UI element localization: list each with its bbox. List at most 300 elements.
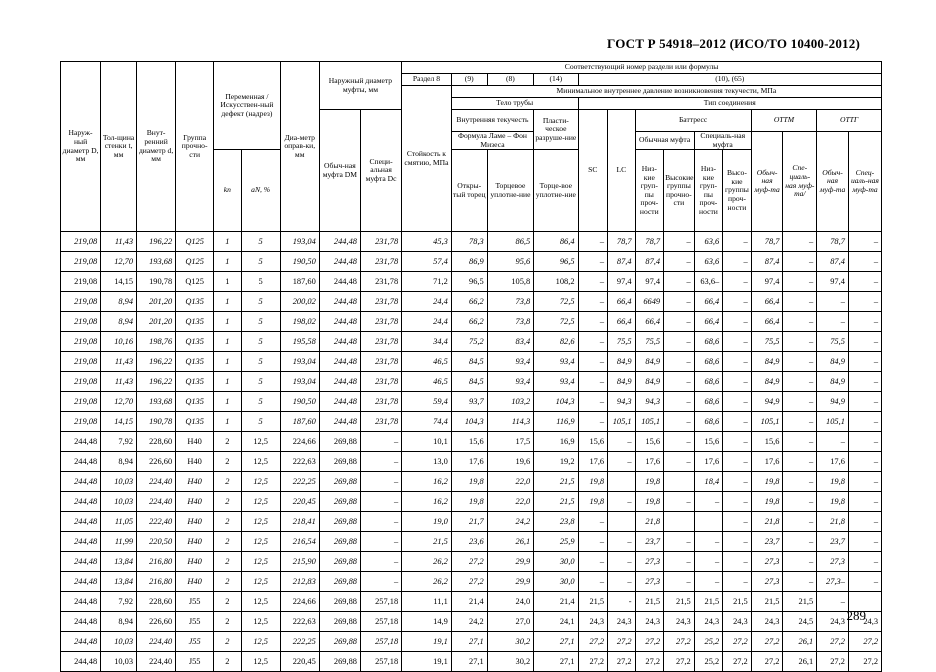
table-cell: 1 [214, 272, 241, 292]
table-cell: 17,6 [751, 452, 783, 472]
table-cell: 231,78 [360, 352, 401, 372]
table-cell: – [664, 552, 695, 572]
table-cell: 24,3 [694, 612, 723, 632]
table-cell: – [723, 432, 752, 452]
table-cell: 220,45 [280, 652, 319, 672]
table-cell: 19,1 [402, 632, 452, 652]
table-cell: 94,3 [635, 392, 664, 412]
table-cell: – [783, 252, 817, 272]
table-cell: 34,4 [402, 332, 452, 352]
table-cell: 78,7 [608, 232, 635, 252]
table-cell: 57,4 [402, 252, 452, 272]
table-cell: 24,3 [751, 612, 783, 632]
table-cell: 17,6 [635, 452, 664, 472]
col-ottg-normal: Обыч-ная муф-та [817, 132, 849, 232]
table-cell: 27,2 [608, 632, 635, 652]
table-cell: 105,8 [487, 272, 533, 292]
table-cell: H40 [176, 552, 214, 572]
table-cell: 24,2 [487, 512, 533, 532]
table-cell: 224,66 [280, 432, 319, 452]
table-cell: – [664, 272, 695, 292]
table-cell: 84,9 [751, 372, 783, 392]
table-cell: 84,9 [751, 352, 783, 372]
table-cell: 7,92 [101, 432, 137, 452]
table-cell: 84,9 [608, 372, 635, 392]
table-cell: – [664, 452, 695, 472]
table-cell: 21,4 [534, 592, 578, 612]
table-cell: 27,2 [451, 572, 487, 592]
table-cell: 193,04 [280, 232, 319, 252]
table-cell: – [848, 512, 881, 532]
table-cell: 222,63 [280, 612, 319, 632]
table-cell: 269,88 [319, 652, 360, 672]
table-cell: 216,80 [137, 572, 176, 592]
table-cell: 105,1 [608, 412, 635, 432]
table-cell: – [848, 472, 881, 492]
table-cell: 23,7 [817, 532, 849, 552]
pipe-body-header: Тело трубы [451, 98, 578, 110]
table-cell: 224,40 [137, 472, 176, 492]
table-cell: – [694, 492, 723, 512]
table-cell: J55 [176, 632, 214, 652]
table-cell: 15,6 [578, 432, 608, 452]
table-cell: H40 [176, 432, 214, 452]
table-cell: 95,6 [487, 252, 533, 272]
table-cell: 244,48 [319, 312, 360, 332]
table-cell: 68,6 [694, 332, 723, 352]
table-cell: 27,2 [608, 652, 635, 672]
table-cell: 8,94 [101, 312, 137, 332]
table-cell: 228,60 [137, 432, 176, 452]
table-cell: – [723, 352, 752, 372]
table-cell: 2 [214, 572, 241, 592]
table-cell: 198,76 [137, 332, 176, 352]
table-cell: 200,02 [280, 292, 319, 312]
table-cell: 27,3 [635, 552, 664, 572]
table-cell: 97,4 [751, 272, 783, 292]
table-cell: 27,2 [451, 552, 487, 572]
table-cell: 2 [214, 632, 241, 652]
table-cell: – [848, 412, 881, 432]
table-cell: 193,04 [280, 372, 319, 392]
table-cell: 1 [214, 332, 241, 352]
table-cell: 5 [241, 372, 280, 392]
table-cell: 24,3 [635, 612, 664, 632]
table-cell: 2 [214, 512, 241, 532]
col-wall-thickness: Тол-щина стенки t, мм [101, 62, 137, 232]
table-cell: – [783, 352, 817, 372]
table-cell: – [848, 552, 881, 572]
table-cell: 15,6 [451, 432, 487, 452]
table-cell: 1 [214, 232, 241, 252]
table-cell: 87,4 [635, 252, 664, 272]
table-cell: Q125 [176, 252, 214, 272]
table-cell: – [723, 572, 752, 592]
table-cell: – [783, 372, 817, 392]
table-cell: 66,4 [635, 312, 664, 332]
table-cell: 219,08 [61, 232, 101, 252]
table-cell: Q135 [176, 392, 214, 412]
table-cell: 26,1 [783, 652, 817, 672]
table-cell: 30,0 [534, 572, 578, 592]
inner-yield-header: Внутренняя текучесть [451, 110, 533, 132]
table-cell: – [578, 292, 608, 312]
col-end-seal-plastic: Торце-вое уплотне-ние [534, 150, 578, 232]
table-cell: 269,88 [319, 452, 360, 472]
table-cell: 63,6 [694, 232, 723, 252]
col-sc: SC [578, 110, 608, 232]
table-cell: – [848, 492, 881, 512]
table-row [61, 512, 882, 532]
table-cell: 224,40 [137, 632, 176, 652]
table-row [61, 492, 882, 512]
table-cell: 244,48 [319, 252, 360, 272]
table-cell: 86,9 [451, 252, 487, 272]
col-kn: kn [214, 150, 241, 232]
table-cell: 244,48 [61, 432, 101, 452]
col-ottm-special: Спе-циаль-ная муф-та/ [783, 132, 817, 232]
table-cell: 27,1 [534, 632, 578, 652]
table-cell: 75,5 [751, 332, 783, 352]
table-row [61, 372, 882, 392]
table-cell: – [723, 372, 752, 392]
table-cell: 66,4 [694, 312, 723, 332]
table-row [61, 232, 882, 252]
table-cell: 11,99 [101, 532, 137, 552]
col-coupling-od: Наружный диаметр муфты, мм [319, 62, 401, 110]
table-cell: 8,94 [101, 612, 137, 632]
table-cell: 244,48 [319, 272, 360, 292]
table-cell: 5 [241, 392, 280, 412]
table-cell: 12,5 [241, 632, 280, 652]
table-cell: 5 [241, 292, 280, 312]
table-cell: 72,5 [534, 312, 578, 332]
table-cell: 105,1 [751, 412, 783, 432]
table-cell: 21,5 [664, 592, 695, 612]
table-cell: 190,78 [137, 412, 176, 432]
table-cell: 11,1 [402, 592, 452, 612]
table-cell: – [664, 572, 695, 592]
table-cell: 26,2 [402, 572, 452, 592]
table-cell: – [848, 532, 881, 552]
table-cell: 12,5 [241, 532, 280, 552]
table-cell: 21,5 [723, 592, 752, 612]
table-cell: 222,25 [280, 472, 319, 492]
table-cell: 244,48 [61, 512, 101, 532]
table-cell: – [783, 292, 817, 312]
table-cell: 1 [214, 312, 241, 332]
table-row [61, 292, 882, 312]
table-cell: – [723, 332, 752, 352]
col-normal-high-grades: Высокие группы прочно-сти [664, 150, 695, 232]
table-cell: 83,4 [487, 332, 533, 352]
table-cell: – [723, 392, 752, 412]
table-cell: 93,4 [534, 352, 578, 372]
table-cell: – [664, 312, 695, 332]
table-cell: 1 [214, 352, 241, 372]
table-cell: 222,25 [280, 632, 319, 652]
table-cell: 244,48 [61, 472, 101, 492]
table-cell: 23,7 [751, 532, 783, 552]
formula-10-65: (10), (65) [578, 74, 881, 86]
table-cell: – [360, 492, 401, 512]
table-cell: 226,60 [137, 452, 176, 472]
table-cell: – [783, 452, 817, 472]
col-open-end: Откры-тый торец [451, 150, 487, 232]
table-cell: Q135 [176, 332, 214, 352]
table-cell: 19,8 [578, 492, 608, 512]
table-cell: 22,0 [487, 492, 533, 512]
table-cell: 27,3– [817, 572, 849, 592]
table-cell: 21,5 [783, 592, 817, 612]
table-cell: 87,4 [751, 252, 783, 272]
table-cell: – [723, 532, 752, 552]
table-cell: – [817, 592, 849, 612]
table-cell: 78,3 [451, 232, 487, 252]
table-cell: 12,5 [241, 472, 280, 492]
page-number: 289 [846, 608, 866, 623]
table-cell: 2 [214, 472, 241, 492]
table-cell: 231,78 [360, 272, 401, 292]
table-cell: 73,8 [487, 312, 533, 332]
table-cell: – [664, 292, 695, 312]
table-cell: 2 [214, 432, 241, 452]
table-cell: 27,3 [751, 572, 783, 592]
table-cell: 19,1 [402, 652, 452, 672]
table-cell: 222,63 [280, 452, 319, 472]
table-cell [608, 512, 635, 532]
table-cell: – [664, 232, 695, 252]
table-cell: 219,08 [61, 252, 101, 272]
table-cell: 13,84 [101, 552, 137, 572]
table-cell: 66,4 [608, 292, 635, 312]
table-cell: – [783, 392, 817, 412]
table-cell: 27,2 [817, 632, 849, 652]
table-cell: 5 [241, 272, 280, 292]
table-cell: 59,4 [402, 392, 452, 412]
table-cell: 231,78 [360, 232, 401, 252]
table-cell: – [848, 452, 881, 472]
table-cell: – [723, 292, 752, 312]
table-cell: 1 [214, 292, 241, 312]
table-cell: – [694, 572, 723, 592]
table-cell: J55 [176, 652, 214, 672]
table-cell: 10,1 [402, 432, 452, 452]
table-cell: – [848, 572, 881, 592]
table-row [61, 592, 882, 612]
table-cell: 6649 [635, 292, 664, 312]
table-cell: 103,2 [487, 392, 533, 412]
table-cell: 94,3 [608, 392, 635, 412]
table-cell: 2 [214, 652, 241, 672]
table-cell: 224,66 [280, 592, 319, 612]
table-cell: 244,48 [319, 412, 360, 432]
table-cell: 11,43 [101, 232, 137, 252]
table-cell: – [608, 552, 635, 572]
table-cell: 193,04 [280, 352, 319, 372]
table-cell: 29,9 [487, 552, 533, 572]
table-cell: 219,08 [61, 372, 101, 392]
table-cell: – [848, 272, 881, 292]
table-cell: 116,9 [534, 412, 578, 432]
table-cell: 244,48 [319, 352, 360, 372]
table-cell: 244,48 [319, 292, 360, 312]
table-cell: 12,70 [101, 392, 137, 412]
table-cell: 193,68 [137, 392, 176, 412]
table-cell: – [723, 312, 752, 332]
table-cell: 219,08 [61, 332, 101, 352]
table-cell: 68,6 [694, 392, 723, 412]
table-cell: 12,5 [241, 552, 280, 572]
table-cell: 27,2 [664, 632, 695, 652]
table-cell: 19,2 [534, 452, 578, 472]
table-cell: 13,84 [101, 572, 137, 592]
table-cell: 269,88 [319, 572, 360, 592]
table-cell: 96,5 [534, 252, 578, 272]
table-cell: 16,9 [534, 432, 578, 452]
table-cell: 219,08 [61, 292, 101, 312]
table-cell: Q125 [176, 232, 214, 252]
table-cell: 66,2 [451, 312, 487, 332]
table-cell: Q135 [176, 412, 214, 432]
table-cell: – [817, 292, 849, 312]
table-cell: 94,9 [751, 392, 783, 412]
col-outer-diameter: Наруж-ный диаметр D, мм [61, 62, 101, 232]
section-8: Раздел 8 [402, 74, 452, 86]
table-cell: – [723, 412, 752, 432]
table-cell [694, 512, 723, 532]
table-cell: 84,9 [817, 372, 849, 392]
table-row [61, 572, 882, 592]
table-cell: 244,48 [61, 652, 101, 672]
col-normal-coupling-dm: Обыч-ная муфта DM [319, 110, 360, 232]
table-cell: H40 [176, 572, 214, 592]
table-cell: – [578, 232, 608, 252]
table-cell: 19,8 [451, 472, 487, 492]
table-cell: – [783, 272, 817, 292]
table-cell: 27,2 [751, 652, 783, 672]
table-row [61, 392, 882, 412]
table-cell: 257,18 [360, 612, 401, 632]
buttress-header: Баттресс [635, 110, 751, 132]
table-cell: 84,9 [635, 372, 664, 392]
table-cell: 196,22 [137, 352, 176, 372]
table-cell: 74,4 [402, 412, 452, 432]
table-cell: 27,0 [487, 612, 533, 632]
col-ottg-special: Спец-иаль-ная муф-та [848, 132, 881, 232]
table-row [61, 332, 882, 352]
table-cell: 24,4 [402, 312, 452, 332]
table-cell: 26,1 [487, 532, 533, 552]
table-cell: – [664, 352, 695, 372]
table-cell: 75,2 [451, 332, 487, 352]
table-cell [608, 472, 635, 492]
table-cell: – [694, 552, 723, 572]
table-cell: 24,3 [578, 612, 608, 632]
table-cell: 24,4 [402, 292, 452, 312]
table-cell: 231,78 [360, 412, 401, 432]
table-cell: – [578, 332, 608, 352]
table-cell: – [578, 252, 608, 272]
table-cell: 10,16 [101, 332, 137, 352]
table-cell: 2 [214, 452, 241, 472]
table-cell: 190,78 [137, 272, 176, 292]
ottm-header: ОТТМ [751, 110, 816, 132]
table-cell: 27,1 [534, 652, 578, 672]
table-cell: 269,88 [319, 632, 360, 652]
table-cell: 215,90 [280, 552, 319, 572]
table-cell: 12,5 [241, 612, 280, 632]
table-cell: 78,7 [817, 232, 849, 252]
table-cell: 187,60 [280, 412, 319, 432]
table-cell: 24,1 [534, 612, 578, 632]
table-cell: 224,40 [137, 492, 176, 512]
table-cell: 27,2 [635, 632, 664, 652]
table-cell: – [848, 332, 881, 352]
table-cell: 19,8 [817, 492, 849, 512]
table-cell: 17,5 [487, 432, 533, 452]
table-cell: 105,1 [635, 412, 664, 432]
table-cell: 27,1 [451, 632, 487, 652]
table-cell: 19,8 [635, 472, 664, 492]
table-cell: 16,2 [402, 472, 452, 492]
table-cell: 11,43 [101, 372, 137, 392]
table-cell: 27,2 [848, 652, 881, 672]
table-cell: 75,5 [817, 332, 849, 352]
table-cell: – [723, 252, 752, 272]
table-cell: 27,1 [451, 652, 487, 672]
table-cell: – [608, 432, 635, 452]
table-cell: 1 [214, 252, 241, 272]
table-cell: – [723, 232, 752, 252]
table-cell: 269,88 [319, 612, 360, 632]
table-cell: 220,50 [137, 532, 176, 552]
table-cell: 231,78 [360, 292, 401, 312]
table-cell: 108,2 [534, 272, 578, 292]
col-an: aN, % [241, 150, 280, 232]
table-cell: – [783, 532, 817, 552]
table-cell: 12,5 [241, 652, 280, 672]
table-row [61, 652, 882, 672]
ottg-header: ОТТГ [817, 110, 882, 132]
col-strength-grade: Группа прочно-сти [176, 62, 214, 232]
table-cell: 1 [214, 372, 241, 392]
table-cell: – [848, 292, 881, 312]
table-cell: 5 [241, 352, 280, 372]
formula-8: (8) [487, 74, 533, 86]
table-cell: – [578, 412, 608, 432]
table-cell: – [578, 272, 608, 292]
table-cell: 105,1 [817, 412, 849, 432]
table-cell: 193,68 [137, 252, 176, 272]
table-row [61, 472, 882, 492]
table-cell: 231,78 [360, 372, 401, 392]
table-cell: 19,0 [402, 512, 452, 532]
table-cell: 46,5 [402, 372, 452, 392]
table-cell: – [664, 532, 695, 552]
table-header [61, 62, 882, 232]
table-cell: 220,45 [280, 492, 319, 512]
table-cell: – [360, 552, 401, 572]
table-cell: 12,5 [241, 452, 280, 472]
table-cell: 30,2 [487, 632, 533, 652]
table-cell: 19,8 [751, 472, 783, 492]
table-cell: 86,5 [487, 232, 533, 252]
table-cell: 71,2 [402, 272, 452, 292]
table-cell: 24,0 [487, 592, 533, 612]
table-cell: 68,6 [694, 412, 723, 432]
table-cell: 5 [241, 312, 280, 332]
